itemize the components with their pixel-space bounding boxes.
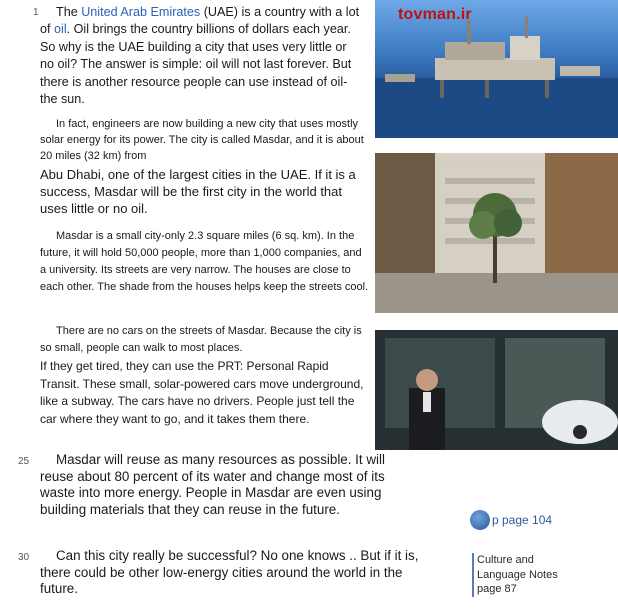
map-reference-label: p page 104 — [492, 513, 553, 527]
line-number-25: 25 — [18, 456, 30, 467]
paragraph-2-part-1: In fact, engineers are now building a new city that uses mostly solar energy for its power. The city is called Masdar, and it is about 20 miles (32 km) from — [40, 118, 364, 162]
paragraph-4-part-1: There are no cars on the streets of Masdar. Because the city is so small, people can walk to most places. — [40, 325, 362, 354]
paragraph-5: Masdar will reuse as many resources as possible. It will reuse about 80 percent of its water and change most of its waste into more energy. People in Masdar are even using building materials that they can reuse in the future. — [40, 452, 385, 517]
culture-notes-reference[interactable]: Culture and Language Notes page 87 — [472, 553, 577, 597]
photo-prt-car — [375, 330, 618, 450]
map-reference[interactable] — [470, 510, 552, 530]
photo-masdar-courtyard — [375, 153, 618, 313]
line-number-1: 1 — [33, 7, 39, 18]
paragraph-4-part-2: If they get tired, they can use the PRT: Personal Rapid Transit. These small, solar-powered cars move underground, like a subway. The cars have no drivers. People just tell the car where they want to go, and it takes them there. — [40, 359, 364, 426]
paragraph-3: Masdar is a small city-only 2.3 square miles (6 sq. km). In the future, it will hold 50,000 people, more than 1,000 companies, and a university. Its streets are very narrow. The houses are close to each other. The shade from the houses helps keep the streets cool. — [40, 230, 369, 293]
paragraph-6: Can this city really be successful? No one knows .. But if it is, there could be other low-energy cities around the world in the future. — [40, 548, 419, 596]
map-icon — [470, 510, 490, 530]
paragraph-2-part-2: Abu Dhabi, one of the largest cities in the UAE. If it is a success, Masdar will be the first city in the world that uses little or no oil. — [40, 167, 356, 216]
watermark-text: tovman.ir — [398, 6, 472, 23]
line-number-30: 30 — [18, 552, 30, 563]
paragraph-1: The United Arab Emirates (UAE) is a country with a lot of oil. Oil brings the country billions of dollars each year. So why is the UAE building a city that uses very little or no oil? The answer is simple: oil will not last forever. But there is another resource people can use instead of oil-the sun. — [40, 5, 360, 107]
link-oil[interactable]: oil — [54, 22, 67, 37]
link-united-arab-emirates[interactable]: United Arab Emirates — [81, 5, 201, 19]
